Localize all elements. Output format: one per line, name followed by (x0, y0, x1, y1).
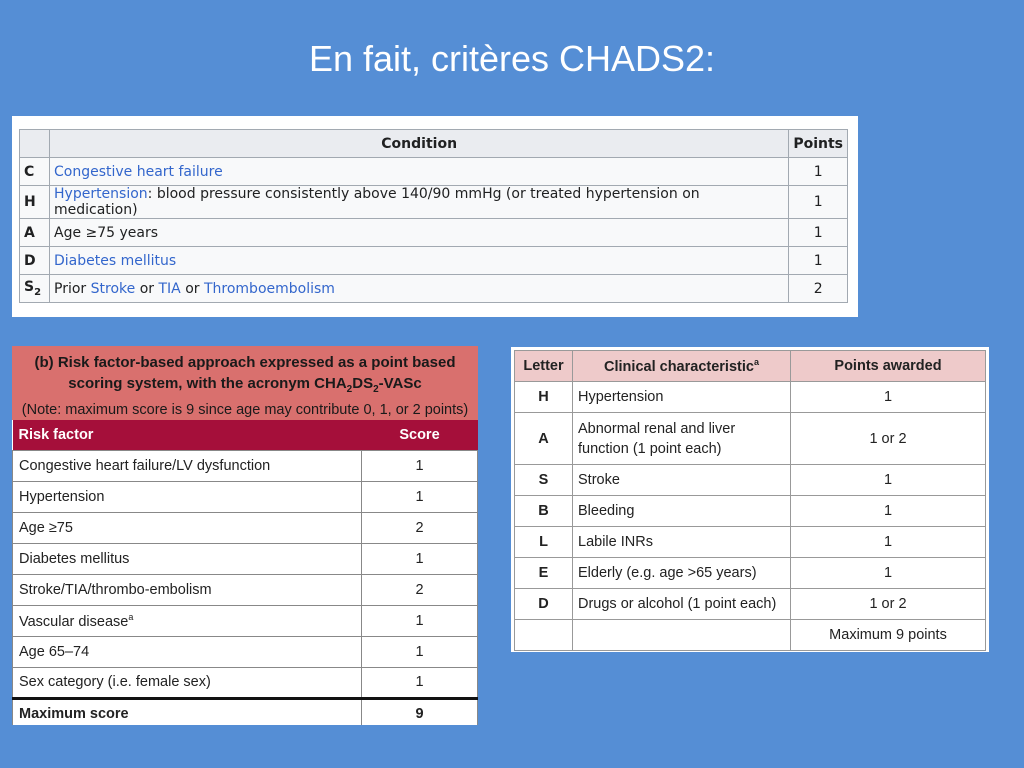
hasbled-characteristic (573, 620, 791, 651)
hasbled-row (515, 465, 986, 496)
hasbled-points: 1 (791, 465, 986, 496)
hasbled-letter: A (515, 413, 573, 465)
chads2-letter: D (20, 247, 50, 275)
chads2-condition (50, 158, 789, 186)
vasc-score: 1 (362, 543, 478, 574)
vasc-factor: Age 65–74 (13, 636, 362, 667)
chads2-points: 1 (789, 186, 848, 219)
chads2-letter: A (20, 219, 50, 247)
chads2-row (20, 219, 848, 247)
vasc-header-factor: Risk factor (13, 420, 362, 450)
chads2-condition (50, 219, 789, 247)
hasbled-row (515, 589, 986, 620)
chads2-condition (50, 186, 789, 219)
chads2-header-blank (20, 130, 50, 158)
vasc-caption-note: (Note: maximum score is 9 since age may contribute 0, 1, or 2 points) (21, 402, 469, 418)
hasbled-characteristic: Bleeding (573, 496, 791, 527)
vasc-score: 2 (362, 512, 478, 543)
vasc-score: 1 (362, 450, 478, 481)
vasc-row (13, 450, 478, 481)
vasc-factor: Sex category (i.e. female sex) (13, 667, 362, 698)
hasbled-letter: S (515, 465, 573, 496)
hasbled-header-points: Points awarded (791, 351, 986, 382)
vasc-score: 1 (362, 636, 478, 667)
vasc-total-row (13, 698, 478, 725)
hasbled-header-row (515, 351, 986, 382)
hasbled-row (515, 558, 986, 589)
hasbled-characteristic: Stroke (573, 465, 791, 496)
chads2-letter-text: S (24, 279, 35, 296)
vasc-factor: Congestive heart failure/LV dysfunction (13, 450, 362, 481)
chads2-letter-subscript: 2 (34, 286, 42, 298)
chads2-link[interactable]: Diabetes mellitus (54, 252, 177, 269)
chads2-header-condition: Condition (50, 130, 789, 158)
hasbled-row (515, 527, 986, 558)
hasbled-letter: B (515, 496, 573, 527)
chads2-letter: H (20, 186, 50, 219)
hasbled-header-letter: Letter (515, 351, 573, 382)
vasc-score: 1 (362, 605, 478, 636)
hasbled-table-panel (511, 347, 989, 652)
hasbled-characteristic: Elderly (e.g. age >65 years) (573, 558, 791, 589)
chads2-link[interactable]: Congestive heart failure (54, 163, 223, 180)
hasbled-letter (515, 620, 573, 651)
chads2-link-tia[interactable]: TIA (158, 280, 181, 297)
vasc-row (13, 574, 478, 605)
hasbled-row (515, 496, 986, 527)
vasc-total-score: 9 (362, 698, 478, 725)
hasbled-characteristic: Abnormal renal and liver function (1 point each) (573, 413, 791, 465)
vasc-score: 1 (362, 481, 478, 512)
vasc-factor: Diabetes mellitus (13, 543, 362, 574)
vasc-row (13, 636, 478, 667)
vasc-table (12, 420, 478, 725)
vasc-caption-part: -VASc (378, 375, 422, 392)
chads2-condition-text: Prior (54, 280, 91, 297)
chads2-row (20, 275, 848, 303)
vasc-header-score: Score (362, 420, 478, 450)
vasc-score: 2 (362, 574, 478, 605)
vasc-caption-sub: 2 (346, 384, 353, 395)
hasbled-header-characteristic-text: Clinical characteristic (604, 358, 754, 375)
vasc-table-panel (12, 346, 478, 725)
hasbled-points: 1 or 2 (791, 413, 986, 465)
vasc-score: 1 (362, 667, 478, 698)
vasc-row (13, 512, 478, 543)
chads2-header-points: Points (789, 130, 848, 158)
chads2-points: 1 (789, 219, 848, 247)
chads2-points: 1 (789, 247, 848, 275)
chads2-link-stroke[interactable]: Stroke (90, 280, 136, 297)
hasbled-points: 1 (791, 496, 986, 527)
vasc-caption-part: DS (352, 375, 374, 392)
hasbled-letter: E (515, 558, 573, 589)
vasc-caption (12, 346, 478, 420)
hasbled-characteristic: Drugs or alcohol (1 point each) (573, 589, 791, 620)
chads2-link[interactable]: Hypertension (54, 186, 148, 202)
vasc-header-row (13, 420, 478, 450)
hasbled-header-characteristic (573, 351, 791, 382)
chads2-table-panel (12, 116, 858, 317)
vasc-factor-footnote: a (128, 611, 134, 622)
hasbled-total-points: Maximum 9 points (791, 620, 986, 651)
vasc-caption-line1: (b) Risk factor-based approach expressed as a point based (34, 354, 456, 371)
hasbled-points: 1 or 2 (791, 589, 986, 620)
chads2-points: 1 (789, 158, 848, 186)
vasc-row (13, 667, 478, 698)
vasc-row (13, 543, 478, 574)
chads2-row (20, 247, 848, 275)
chads2-table (19, 129, 848, 303)
vasc-factor: Age ≥75 (13, 512, 362, 543)
chads2-header-row (20, 130, 848, 158)
chads2-condition-text: or (180, 280, 204, 297)
chads2-row (20, 186, 848, 219)
hasbled-total-row (515, 620, 986, 651)
vasc-caption-part: scoring system, with the acronym CHA (68, 375, 347, 392)
chads2-points: 2 (789, 275, 848, 303)
vasc-total-label: Maximum score (13, 698, 362, 725)
hasbled-letter: D (515, 589, 573, 620)
chads2-condition (50, 247, 789, 275)
chads2-condition-text: or (135, 280, 159, 297)
hasbled-letter: L (515, 527, 573, 558)
hasbled-header-footnote: a (753, 357, 759, 368)
hasbled-row (515, 382, 986, 413)
chads2-row (20, 158, 848, 186)
chads2-condition-text: : blood pressure consistently above 140/90 mmHg (or treated hypertension on medication) (54, 186, 700, 218)
chads2-link-thromboembolism[interactable]: Thromboembolism (203, 280, 335, 297)
vasc-row (13, 605, 478, 636)
vasc-factor-text: Vascular disease (19, 613, 129, 630)
chads2-condition-text: Age ≥75 years (54, 224, 159, 241)
hasbled-characteristic: Hypertension (573, 382, 791, 413)
hasbled-characteristic: Labile INRs (573, 527, 791, 558)
hasbled-row (515, 413, 986, 465)
chads2-condition (50, 275, 789, 303)
hasbled-table (514, 350, 986, 651)
hasbled-points: 1 (791, 527, 986, 558)
vasc-caption-line2 (12, 373, 478, 400)
hasbled-letter: H (515, 382, 573, 413)
slide-title: En fait, critères CHADS2: (308, 38, 716, 79)
vasc-factor: Stroke/TIA/thrombo-embolism (13, 574, 362, 605)
hasbled-points: 1 (791, 558, 986, 589)
chads2-letter (20, 275, 50, 303)
vasc-row (13, 481, 478, 512)
vasc-factor (13, 605, 362, 636)
chads2-letter: C (20, 158, 50, 186)
vasc-factor: Hypertension (13, 481, 362, 512)
hasbled-points: 1 (791, 382, 986, 413)
vasc-caption-sub: 2 (373, 384, 379, 395)
